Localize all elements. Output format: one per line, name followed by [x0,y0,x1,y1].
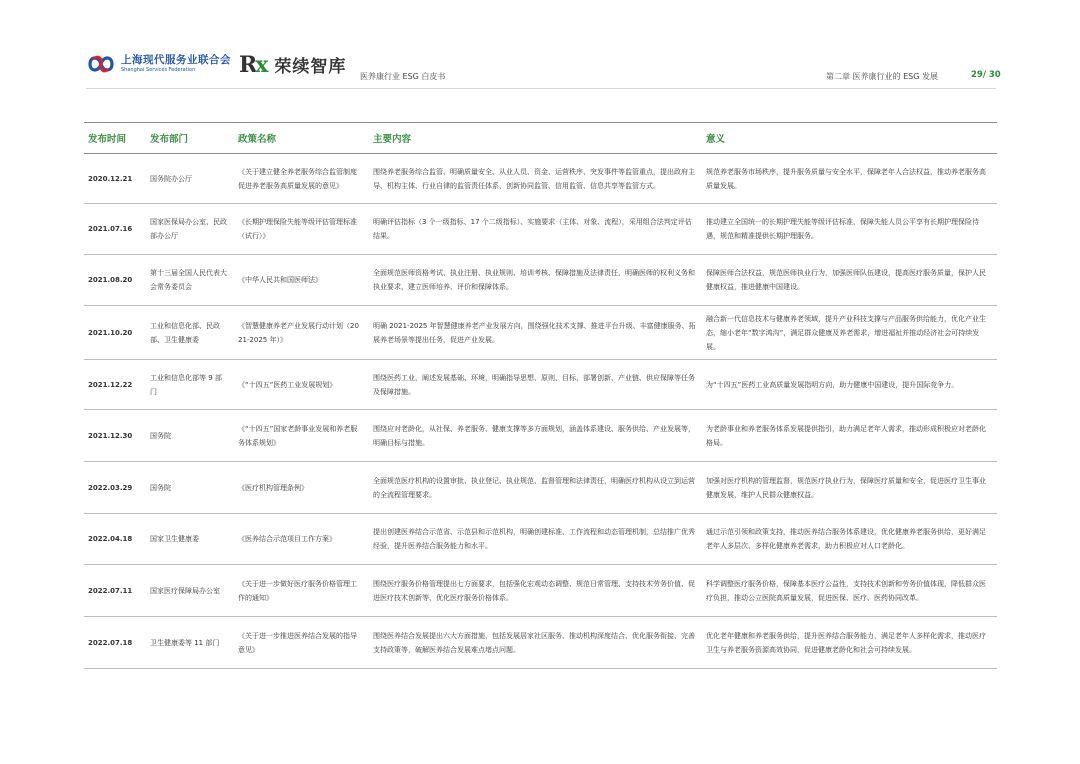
cell-department: 国务院办公厅 [146,154,234,204]
cell-policy: 《智慧健康养老产业发展行动计划（2021-2025 年）》 [234,306,369,360]
table-row [84,154,997,204]
cell-date: 2021.10.20 [84,306,146,360]
cell-content: 全面规范医疗机构的设置审批、执业登记、执业规范、监督管理和法律责任，明确医疗机构从设立到运营的全流程管理要求。 [369,462,702,514]
cell-department: 国家医疗保障局办公室 [146,565,234,617]
cell-policy: 《中华人民共和国医师法》 [234,255,369,306]
cell-policy: 《医养结合示范项目工作方案》 [234,514,369,565]
rongxu-name: 荣续智库 [274,57,347,77]
document-title: 医养康行业 ESG 白皮书 [360,72,446,81]
cell-policy: 《关于建立健全养老服务综合监管制度促进养老服务高质量发展的意见》 [234,154,369,204]
chapter-title: 第二章 医养康行业的 ESG 发展 [826,72,938,81]
table-row [84,617,997,669]
table-row [84,514,997,565]
cell-meaning: 通过示范引领和政策支持，推动医养结合服务体系建设，优化健康养老服务供给，更好满足老年人多层次、多样化健康养老需求，助力积极应对人口老龄化。 [702,514,997,565]
cell-policy: 《医疗机构管理条例》 [234,462,369,514]
table-row [84,255,997,306]
cell-policy: 《“十四五”医药工业发展规划》 [234,360,369,410]
column-header-date: 发布时间 [84,123,146,154]
cell-meaning: 为“十四五”医药工业高质量发展指明方向，助力健康中国建设，提升国际竞争力。 [702,360,997,410]
table-row [84,565,997,617]
ssf-emblem-icon [86,52,116,76]
cell-policy: 《长期护理保险失能等级评估管理标准（试行）》 [234,204,369,255]
policy-table [84,122,997,669]
cell-department: 国家卫生健康委 [146,514,234,565]
cell-department: 工业和信息化部、民政部、卫生健康委 [146,306,234,360]
cell-meaning: 为老龄事业和养老服务体系发展提供指引，助力满足老年人需求，推动形成积极应对老龄化格局。 [702,410,997,462]
column-header-department: 发布部门 [146,123,234,154]
cell-date: 2020.12.21 [84,154,146,204]
column-header-policy: 政策名称 [234,123,369,154]
page-number: 29/ 30 [971,70,1001,80]
cell-department: 第十三届全国人民代表大会常务委员会 [146,255,234,306]
table-header-row [84,123,997,154]
cell-date: 2022.07.11 [84,565,146,617]
table-row [84,306,997,360]
cell-date: 2021.07.16 [84,204,146,255]
cell-department: 国务院 [146,462,234,514]
table-row [84,410,997,462]
cell-department: 国务院 [146,410,234,462]
cell-meaning: 保障医师合法权益，规范医师执业行为，加强医师队伍建设，提高医疗服务质量，保护人民健康权益，推进健康中国建设。 [702,255,997,306]
cell-date: 2022.07.18 [84,617,146,669]
cell-department: 卫生健康委等 11 部门 [146,617,234,669]
cell-date: 2021.12.30 [84,410,146,462]
table-row [84,462,997,514]
cell-content: 全面规范医师资格考试、执业注册、执业规则、培训考核、保障措施及法律责任，明确医师的权利义务和执业要求，建立医师培养、评价和保障体系。 [369,255,702,306]
ssf-name-en: Shanghai Services Federation [121,66,196,73]
column-header-content: 主要内容 [369,123,702,154]
cell-meaning: 优化老年健康和养老服务供给，提升医养结合服务能力，满足老年人多样化需求，推动医疗卫生与养老服务资源高效协同，促进健康老龄化和社会可持续发展。 [702,617,997,669]
cell-policy: 《关于进一步推进医养结合发展的指导意见》 [234,617,369,669]
cell-content: 提出创建医养结合示范省、示范县和示范机构，明确创建标准、工作流程和动态管理机制，总结推广优秀经验，提升医养结合服务能力和水平。 [369,514,702,565]
cell-meaning: 推动建立全国统一的长期护理失能等级评估标准，保障失能人员公平享有长期护理保险待遇，规范和精准提供长期护理服务。 [702,204,997,255]
cell-content: 围绕应对老龄化，从社保、养老服务、健康支撑等多方面规划，涵盖体系建设、服务供给、产业发展等，明确目标与措施。 [369,410,702,462]
ssf-name: 上海现代服务业联合会 [121,54,231,67]
cell-policy: 《关于进一步做好医疗服务价格管理工作的通知》 [234,565,369,617]
cell-content: 围绕养老服务综合监管，明确质量安全、从业人员、资金、运营秩序、突发事件等监管重点，提出政府主导、机构主体、行业自律的监管责任体系，创新协同监管、信用监管、信息共享等监管方式。 [369,154,702,204]
cell-content: 围绕医疗服务价格管理提出七方面要求，包括强化宏观动态调整、规范日常管理、支持技术劳务价值、促进医疗技术创新等，优化医疗服务价格体系。 [369,565,702,617]
cell-policy: 《“十四五”国家老龄事业发展和养老服务体系规划》 [234,410,369,462]
cell-content: 围绕医药工业，阐述发展基础、环境，明确指导思想、原则、目标，部署创新、产业链、供应保障等任务及保障措施。 [369,360,702,410]
cell-date: 2022.04.18 [84,514,146,565]
cell-meaning: 规范养老服务市场秩序，提升服务质量与安全水平，保障老年人合法权益，推动养老服务高质量发展。 [702,154,997,204]
cell-content: 明确 2021-2025 年智慧健康养老产业发展方向，围绕强化技术支撑、推进平台升级、丰富健康服务、拓展养老场景等提出任务，促进产业发展。 [369,306,702,360]
cell-department: 国家医保局办公室、民政部办公厅 [146,204,234,255]
cell-date: 2021.12.22 [84,360,146,410]
rongxu-mark-icon: Rx [239,51,267,78]
table-row [84,204,997,255]
cell-department: 工业和信息化部等 9 部门 [146,360,234,410]
column-header-meaning: 意义 [702,123,997,154]
cell-content: 围绕医养结合发展提出六大方面措施，包括发展居家社区服务、推动机构深度结合、优化服务衔接、完善支持政策等，破解医养结合发展难点堵点问题。 [369,617,702,669]
table-row [84,360,997,410]
header-divider [86,88,996,89]
cell-meaning: 加强对医疗机构的管理监督，规范医疗执业行为，保障医疗质量和安全，促进医疗卫生事业健康发展，维护人民群众健康权益。 [702,462,997,514]
page-header [0,0,1080,110]
cell-date: 2022.03.29 [84,462,146,514]
rongxu-logo [239,52,346,77]
cell-meaning: 融合新一代信息技术与健康养老领域，提升产业科技支撑与产品服务供给能力，优化产业生态，缩小老年“数字鸿沟”，满足群众健康及养老需求，增进福祉并推动经济社会可持续发展。 [702,306,997,360]
cell-content: 明确评估指标（3 个一级指标、17 个二级指标）、实施要求（主体、对象、流程），采用组合法判定评估结果。 [369,204,702,255]
cell-meaning: 科学调整医疗服务价格，保障基本医疗公益性，支持技术创新和劳务价值体现，降低群众医疗负担，推动公立医院高质量发展，促进医保、医疗、医药协同改革。 [702,565,997,617]
ssf-logo [86,52,231,76]
cell-date: 2021.08.20 [84,255,146,306]
